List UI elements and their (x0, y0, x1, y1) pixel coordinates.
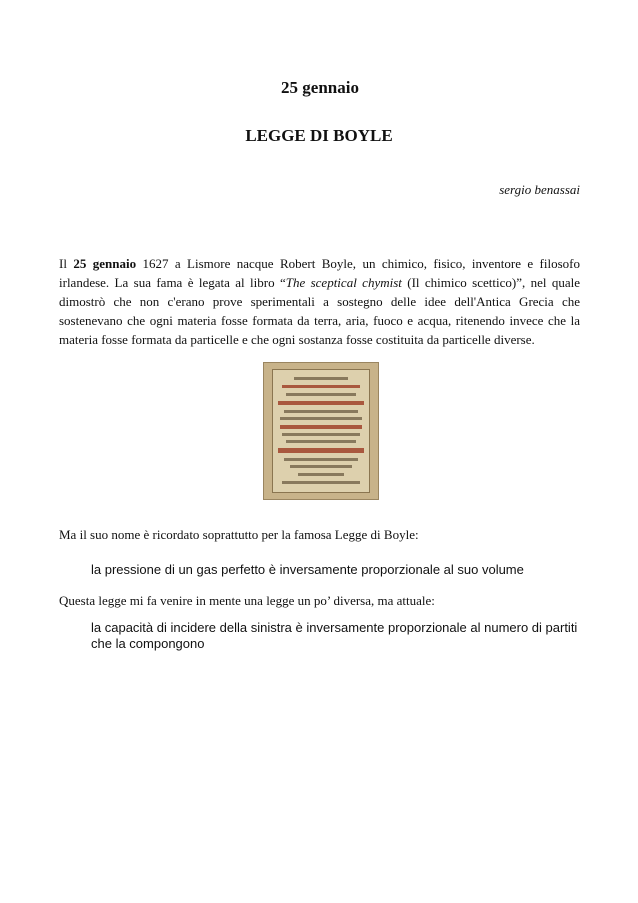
lead-text-1: Ma il suo nome è ricordato soprattutto per la famosa Legge di Boyle: (59, 527, 419, 542)
intro-date-bold: 25 gennaio (73, 256, 137, 271)
cover-line (282, 481, 360, 484)
intro-part1: 1627 a Lismore nacque Robert Boyle, un chimico, fisico, inventore e filosofo irlandese. La sua fama è legata al libro “ (59, 256, 580, 290)
intro-part2: (Il chimico scettico)”, nel quale dimostrò che non c'erano prove sperimentali a sostegno delle idee dell'Antica Grecia che sostenevano che ogni materia fosse formata da terra, aria, fuoco e acqua, ritenendo invece che la materia fosse formata da particelle e che ogni sostanza fosse costituita da particelle diverse. (59, 275, 581, 347)
cover-line (284, 410, 358, 413)
cover-line (298, 473, 344, 476)
cover-line (278, 401, 364, 405)
intro-prefix: Il (59, 256, 74, 271)
cover-line (278, 448, 364, 453)
boyle-law-statement: la pressione di un gas perfetto è inversamente proporzionale al suo volume (91, 562, 524, 577)
lead-text-2: Questa legge mi fa venire in mente una legge un po’ diversa, ma attuale: (59, 593, 435, 608)
author-name: sergio benassai (499, 182, 580, 197)
cover-line (290, 465, 352, 468)
book-cover-image (263, 362, 379, 500)
title-text: LEGGE DI BOYLE (245, 126, 393, 145)
cover-line (286, 393, 356, 396)
cover-line (284, 458, 358, 461)
cover-line (286, 440, 356, 443)
book-title-italic: The sceptical chymist (285, 275, 402, 290)
date-text: 25 gennaio (281, 78, 359, 97)
page-title (0, 126, 638, 146)
cover-line (280, 425, 362, 429)
parody-law-statement: la capacità di incidere della sinistra è inversamente proporzionale al numero di partiti che la compongono (91, 620, 578, 651)
intro-paragraph (59, 254, 580, 349)
cover-line (280, 417, 362, 420)
cover-line (282, 433, 360, 436)
cover-line (282, 385, 360, 388)
cover-line (294, 377, 348, 380)
page-date (0, 78, 638, 98)
